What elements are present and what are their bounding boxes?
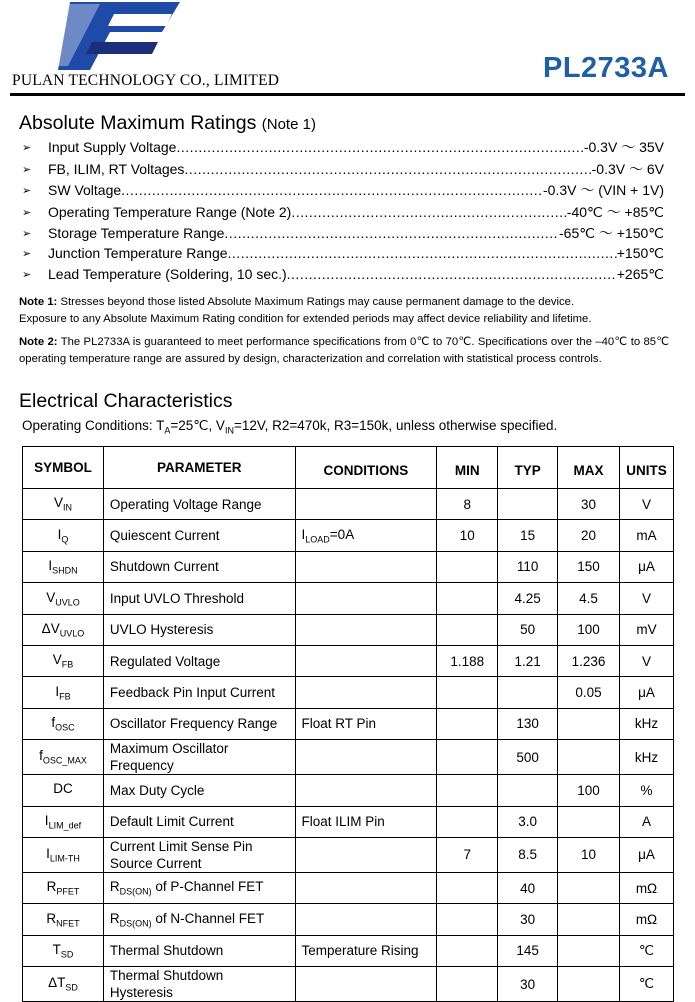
bullet-arrow-icon: ➢ <box>22 206 32 219</box>
col-max: MAX <box>558 447 620 489</box>
table-row <box>23 837 674 872</box>
rating-item <box>22 159 664 179</box>
cell-min <box>437 935 498 966</box>
operating-conditions: Operating Conditions: $T_A=25℃$, $V_{IN}=12V$, R2=470k, R3=150k, unless otherwise specified. <box>22 418 558 436</box>
table-row <box>23 583 674 614</box>
cell-typ: 1.21 <box>498 645 558 676</box>
cell-parameter: Default Limit Current <box>103 806 295 837</box>
cell-parameter: $R_{DS(ON)}$ of N-Channel FET <box>103 904 295 935</box>
cell-min <box>437 872 498 903</box>
cell-parameter: Quiescent Current <box>103 520 295 551</box>
header-rule <box>10 93 685 96</box>
note-1: Note 1: Stresses beyond those listed Absolute Maximum Ratings may cause permanent damage to the device. Exposure to any Absolute Maximum Rating condition for extended periods may affect device reliability and lifetime. <box>19 296 592 325</box>
cell-typ <box>498 775 558 806</box>
rating-value: +150℃ <box>616 244 664 261</box>
cell-symbol: DC <box>23 775 104 806</box>
col-conditions: CONDITIONS <box>295 447 437 489</box>
cell-parameter: UVLO Hysteresis <box>103 614 295 645</box>
rating-item <box>22 245 664 265</box>
leader-dots <box>228 245 617 261</box>
cell-conditions <box>295 489 437 520</box>
cell-units: kHz <box>619 740 673 775</box>
cell-units: mΩ <box>619 904 673 935</box>
cell-typ: 130 <box>498 708 558 739</box>
cell-parameter: Operating Voltage Range <box>103 489 295 520</box>
cell-symbol: $I_{FB}$ <box>23 677 104 708</box>
cell-conditions <box>295 872 437 903</box>
cell-conditions <box>295 583 437 614</box>
table-row <box>23 520 674 551</box>
cell-symbol: $f_{OSC}$ <box>23 708 104 739</box>
cell-conditions: Float ILIM Pin <box>295 806 437 837</box>
cell-symbol: $V_{FB}$ <box>23 645 104 676</box>
cell-conditions <box>295 614 437 645</box>
company-name: PULAN TECHNOLOGY CO., LIMITED <box>12 72 280 89</box>
cell-symbol: $R_{PFET}$ <box>23 872 104 903</box>
cell-parameter: Maximum Oscillator Frequency <box>103 740 295 775</box>
cell-units: V <box>619 489 673 520</box>
abs-max-heading: Absolute Maximum Ratings (Note 1) <box>19 112 316 134</box>
cell-parameter: Thermal Shutdown <box>103 935 295 966</box>
cell-min <box>437 583 498 614</box>
cell-units: kHz <box>619 708 673 739</box>
table-row <box>23 775 674 806</box>
cell-typ: 4.25 <box>498 583 558 614</box>
cell-units: V <box>619 583 673 614</box>
cell-parameter: Thermal Shutdown Hysteresis <box>103 967 295 1002</box>
cell-units: ℃ <box>619 967 673 1002</box>
col-typ: TYP <box>498 447 558 489</box>
cell-typ: 500 <box>498 740 558 775</box>
table-row <box>23 489 674 520</box>
col-min: MIN <box>437 447 498 489</box>
cell-symbol: $f_{OSC\_MAX}$ <box>23 740 104 775</box>
cell-typ: 8.5 <box>498 837 558 872</box>
cell-conditions: $I_{LOAD}=0A$ <box>295 520 437 551</box>
cell-max <box>558 872 620 903</box>
cell-min <box>437 740 498 775</box>
leader-dots <box>291 204 566 220</box>
table-row <box>23 806 674 837</box>
cell-units: mV <box>619 614 673 645</box>
table-row <box>23 967 674 1002</box>
note-2: Note 2: The PL2733A is guaranteed to meet performance specifications from 0℃ to 70℃. Specifications over the –40℃ to 85℃ operating temperature range are assured by design, characterization and correlation with statistical process controls. <box>19 336 669 365</box>
cell-symbol: $I_{LIM\_def}$ <box>23 806 104 837</box>
table-row <box>23 904 674 935</box>
cell-conditions <box>295 740 437 775</box>
cell-max: 1.236 <box>558 645 620 676</box>
cell-units: % <box>619 775 673 806</box>
cell-max <box>558 806 620 837</box>
cell-symbol: $I_{LIM-TH}$ <box>23 837 104 872</box>
rating-label: Storage Temperature Range <box>48 225 225 241</box>
cell-symbol: $\Delta T_{SD}$ <box>23 967 104 1002</box>
cell-typ: 110 <box>498 551 558 582</box>
electrical-characteristics-table <box>22 446 674 1002</box>
cell-max: 10 <box>558 837 620 872</box>
cell-min <box>437 708 498 739</box>
cell-units: μA <box>619 677 673 708</box>
cell-typ: 50 <box>498 614 558 645</box>
rating-value: +265℃ <box>616 266 664 282</box>
cell-max <box>558 708 620 739</box>
cell-max <box>558 904 620 935</box>
rating-item <box>22 266 664 286</box>
cell-min <box>437 775 498 806</box>
cell-units: mΩ <box>619 872 673 903</box>
bullet-arrow-icon: ➢ <box>22 228 32 240</box>
cell-parameter: Max Duty Cycle <box>103 775 295 806</box>
rating-value: -0.3V ～ (VIN + 1V) <box>543 182 664 198</box>
rating-label: Operating Temperature Range (Note 2) <box>48 203 292 220</box>
elec-heading: Electrical Characteristics <box>19 390 233 412</box>
cell-max: 150 <box>558 551 620 582</box>
leader-dots <box>121 182 543 198</box>
cell-units: μA <box>619 551 673 582</box>
leader-dots <box>176 139 583 155</box>
col-symbol: SYMBOL <box>23 447 104 489</box>
cell-symbol: $\Delta V_{UVLO}$ <box>23 614 104 645</box>
table-row <box>23 740 674 775</box>
rating-item <box>22 137 664 157</box>
leader-dots <box>184 161 591 177</box>
cell-symbol: $V_{UVLO}$ <box>23 583 104 614</box>
bullet-arrow-icon: ➢ <box>22 269 32 281</box>
cell-symbol: $R_{NFET}$ <box>23 904 104 935</box>
cell-parameter: Input UVLO Threshold <box>103 583 295 614</box>
bullet-arrow-icon: ➢ <box>22 142 32 154</box>
part-number: PL2733A <box>542 52 669 84</box>
cell-conditions <box>295 904 437 935</box>
cell-min <box>437 806 498 837</box>
cell-units: μA <box>619 837 673 872</box>
table-row <box>23 645 674 676</box>
cell-units: A <box>619 806 673 837</box>
bullet-arrow-icon: ➢ <box>22 163 32 176</box>
leader-dots <box>287 266 617 282</box>
cell-max <box>558 740 620 775</box>
rating-label: Input Supply Voltage <box>48 139 177 155</box>
cell-typ <box>498 677 558 708</box>
rating-item <box>22 223 664 243</box>
cell-typ: 30 <box>498 904 558 935</box>
leader-dots <box>224 225 559 241</box>
cell-max: 4.5 <box>558 583 620 614</box>
cell-conditions: Temperature Rising <box>295 935 437 966</box>
cell-min <box>437 677 498 708</box>
cell-min: 10 <box>437 520 498 551</box>
rating-label: Junction Temperature Range <box>48 244 228 261</box>
cell-parameter: Regulated Voltage <box>103 645 295 676</box>
table-row <box>23 614 674 645</box>
cell-min: 8 <box>437 489 498 520</box>
cell-symbol: $T_{SD}$ <box>23 935 104 966</box>
rating-label: Lead Temperature (Soldering, 10 sec.) <box>48 266 287 282</box>
rating-item <box>22 180 664 200</box>
cell-symbol: $I_Q$ <box>23 520 104 551</box>
cell-typ: 145 <box>498 935 558 966</box>
cell-max: 100 <box>558 614 620 645</box>
cell-min: 1.188 <box>437 645 498 676</box>
cell-conditions <box>295 775 437 806</box>
rating-value: -40℃ ～ +85℃ <box>566 203 664 220</box>
cell-max: 100 <box>558 775 620 806</box>
rating-value: -0.3V ～ 6V <box>591 160 664 177</box>
cell-units: mA <box>619 520 673 551</box>
cell-typ: 40 <box>498 872 558 903</box>
cell-typ: 30 <box>498 967 558 1002</box>
table-header-row <box>23 447 674 489</box>
bullet-arrow-icon: ➢ <box>22 247 32 260</box>
cell-min <box>437 551 498 582</box>
rating-label: FB, ILIM, RT Voltages <box>48 160 185 177</box>
rating-label: SW Voltage <box>48 182 122 198</box>
rating-value: -0.3V ～ 35V <box>583 139 664 155</box>
cell-symbol: $V_{IN}$ <box>23 489 104 520</box>
cell-parameter: Current Limit Sense Pin Source Current <box>103 837 295 872</box>
table-row <box>23 551 674 582</box>
cell-conditions <box>295 967 437 1002</box>
table-row <box>23 872 674 903</box>
cell-typ: 3.0 <box>498 806 558 837</box>
cell-conditions: Float RT Pin <box>295 708 437 739</box>
col-parameter: PARAMETER <box>103 447 295 489</box>
cell-units: V <box>619 645 673 676</box>
cell-symbol: $I_{SHDN}$ <box>23 551 104 582</box>
table-row <box>23 935 674 966</box>
bullet-arrow-icon: ➢ <box>22 185 32 197</box>
cell-max <box>558 967 620 1002</box>
cell-max <box>558 935 620 966</box>
company-logo <box>40 2 180 70</box>
cell-max: 30 <box>558 489 620 520</box>
cell-min <box>437 904 498 935</box>
cell-conditions <box>295 677 437 708</box>
cell-typ: 15 <box>498 520 558 551</box>
cell-typ <box>498 489 558 520</box>
cell-min <box>437 967 498 1002</box>
col-units: UNITS <box>619 447 673 489</box>
rating-item <box>22 202 664 222</box>
cell-units: ℃ <box>619 935 673 966</box>
rating-value: -65℃ ～ +150℃ <box>559 225 664 241</box>
cell-max: 20 <box>558 520 620 551</box>
table-row <box>23 677 674 708</box>
cell-conditions <box>295 837 437 872</box>
cell-parameter: Shutdown Current <box>103 551 295 582</box>
cell-min <box>437 614 498 645</box>
cell-conditions <box>295 551 437 582</box>
cell-parameter: Oscillator Frequency Range <box>103 708 295 739</box>
cell-parameter: $R_{DS(ON)}$ of P-Channel FET <box>103 872 295 903</box>
cell-max: 0.05 <box>558 677 620 708</box>
cell-min: 7 <box>437 837 498 872</box>
table-row <box>23 708 674 739</box>
cell-parameter: Feedback Pin Input Current <box>103 677 295 708</box>
cell-conditions <box>295 645 437 676</box>
